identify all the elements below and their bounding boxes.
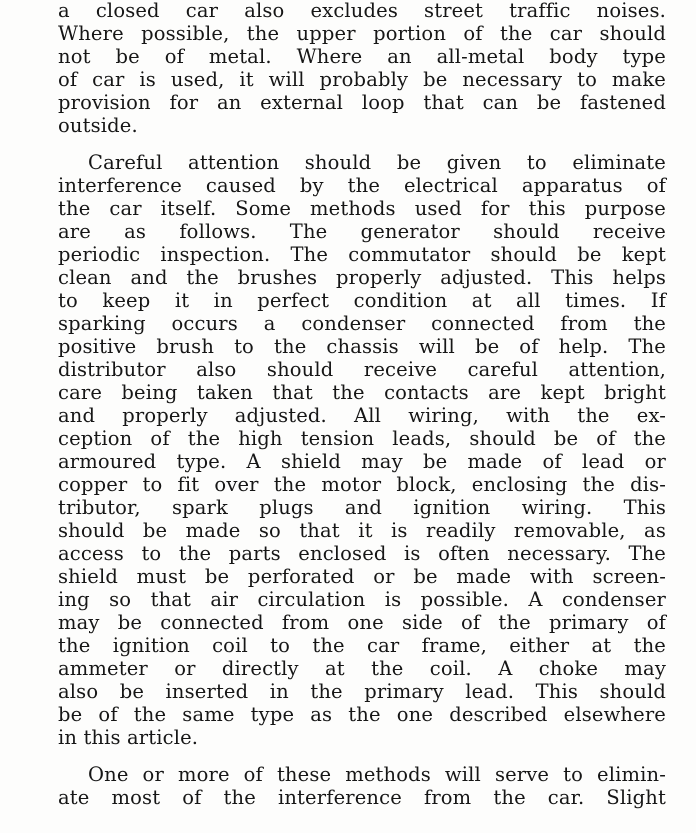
paragraph-2-line-22: the ignition coil to the car frame, either at the	[58, 634, 666, 657]
paragraph-2-line-19: shield must be perforated or be made with screen-	[58, 565, 666, 588]
paragraph-2-line-6: clean and the brushes properly adjusted. This helps	[58, 266, 666, 289]
paragraph-2-line-12: and properly adjusted. All wiring, with the ex-	[58, 404, 666, 427]
paragraph-3-line-1: One or more of these methods will serve to elimin-	[88, 763, 666, 786]
paragraph-2-line-9: positive brush to the chassis will be of help. The	[58, 335, 666, 358]
paragraph-2-line-14: armoured type. A shield may be made of lead or	[58, 450, 666, 473]
paragraph-2-line-24: also be inserted in the primary lead. This should	[58, 680, 666, 703]
paragraph-2-line-26: in this article.	[58, 726, 199, 749]
paragraph-2-line-8: sparking occurs a condenser connected from the	[58, 312, 666, 335]
paragraph-2-line-17: should be made so that it is readily removable, as	[58, 519, 666, 542]
paragraph-1-line-4: of car is used, it will probably be necessary to make	[58, 68, 666, 91]
paragraph-2-line-25: be of the same type as the one described elsewhere	[58, 703, 666, 726]
paragraph-2-line-1: Careful attention should be given to eliminate	[88, 151, 666, 174]
paragraph-2-line-7: to keep it in perfect condition at all times. If	[58, 289, 666, 312]
paragraph-2-line-16: tributor, spark plugs and ignition wiring. This	[58, 496, 666, 519]
paragraph-1-line-1: a closed car also excludes street traffic noises.	[58, 0, 666, 22]
paragraph-2-line-3: the car itself. Some methods used for this purpose	[58, 197, 666, 220]
paragraph-2-line-20: ing so that air circulation is possible. A condenser	[58, 588, 666, 611]
paragraph-3-line-2: ate most of the interference from the car. Slight	[58, 786, 666, 809]
paragraph-1-line-3: not be of metal. Where an all-metal body type	[58, 45, 666, 68]
paragraph-2-line-21: may be connected from one side of the primary of	[58, 611, 666, 634]
paragraph-2-line-11: care being taken that the contacts are kept bright	[58, 381, 666, 404]
paragraph-2-line-2: interference caused by the electrical apparatus of	[58, 174, 666, 197]
paragraph-2-line-13: ception of the high tension leads, should be of the	[58, 427, 666, 450]
paragraph-2-line-5: periodic inspection. The commutator should be kept	[58, 243, 666, 266]
paragraph-1-line-2: Where possible, the upper portion of the car should	[58, 22, 666, 45]
paragraph-2-line-4: are as follows. The generator should receive	[58, 220, 666, 243]
paragraph-1-line-5: provision for an external loop that can be fastened	[58, 91, 666, 114]
paragraph-2-line-10: distributor also should receive careful attention,	[58, 358, 666, 381]
paragraph-2-line-18: access to the parts enclosed is often necessary. The	[58, 542, 666, 565]
paragraph-2-line-23: ammeter or directly at the coil. A choke may	[58, 657, 666, 680]
paragraph-1-line-6: outside.	[58, 114, 138, 137]
paragraph-2-line-15: copper to fit over the motor block, enclosing the dis-	[58, 473, 666, 496]
